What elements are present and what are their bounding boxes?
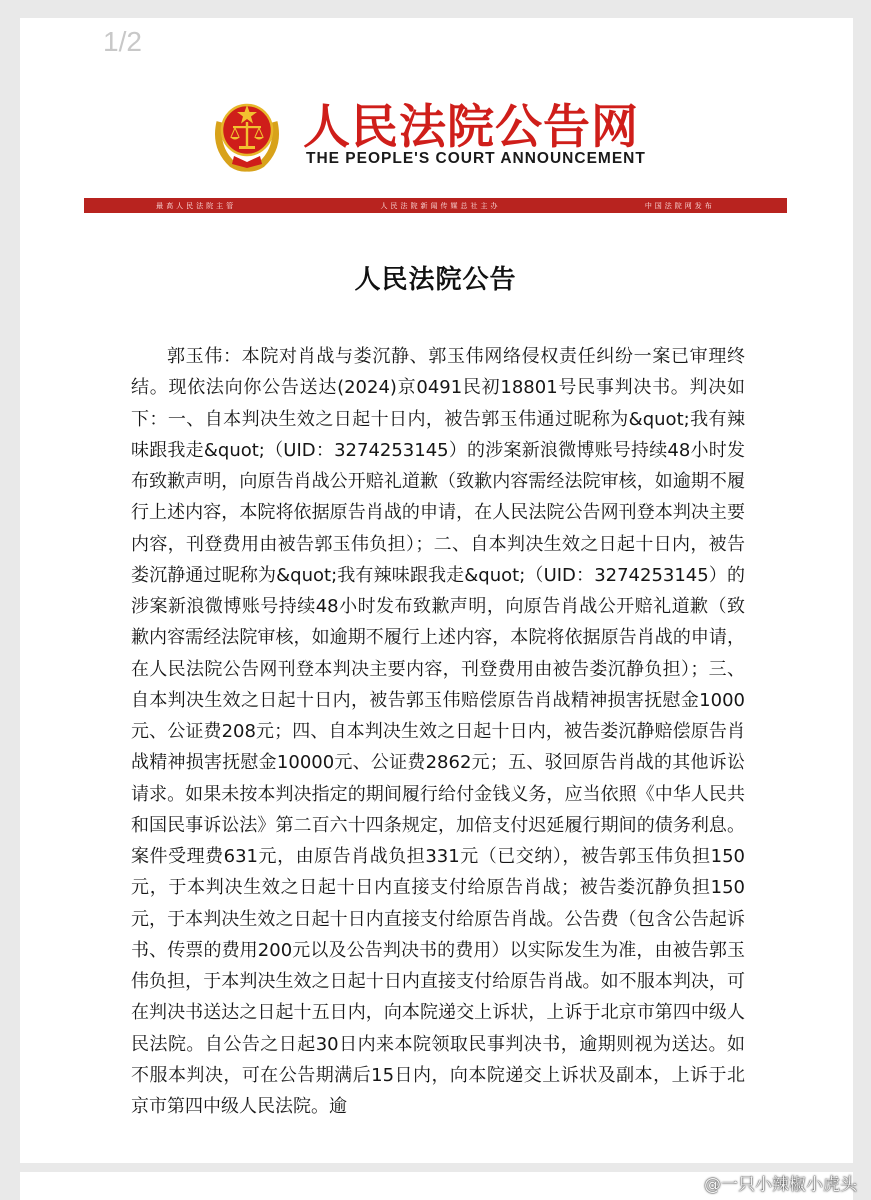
- header-red-bar: [84, 198, 787, 213]
- bar-item-organizer: 人民法院新闻传媒总社主办: [380, 201, 501, 210]
- bar-item-supervisor: 最高人民法院主管: [156, 201, 237, 210]
- document-body: 郭玉伟：本院对肖战与娄沉静、郭玉伟网络侵权责任纠纷一案已审理终结。现依法向你公告送达(2024)京0491民初18801号民事判决书。判决如下：一、自本判决生效之日起十日内，被告郭玉伟通过昵称为&quot;我有辣味跟我走&quot;（UID：3274253145）的涉案新浪微博账号持续48小时发布致歉声明，向原告肖战公开赔礼道歉（致歉内容需经法院审核，如逾期不履行上述内容，本院将依据原告肖战的申请，在人民法院公告网刊登本判决主要内容，刊登费用由被告郭玉伟负担）；二、自本判决生效之日起十日内，被告娄沉静通过昵称为&quot;我有辣味跟我走&quot;（UID：3274253145）的涉案新浪微博账号持续48小时发布致歉声明，向原告肖战公开赔礼道歉（致歉内容需经法院审核，如逾期不履行上述内容，本院将依据原告肖战的申请，在人民法院公告网刊登本判决主要内容，刊登费用由被告娄沉静负担）；三、自本判决生效之日起十日内，被告郭玉伟赔偿原告肖战精神损害抚慰金1000元、公证费208元；四、自本判决生效之日起十日内，被告娄沉静赔偿原告肖战精神损害抚慰金10000元、公证费2862元；五、驳回原告肖战的其他诉讼请求。如果未按本判决指定的期间履行给付金钱义务，应当依照《中华人民共和国民事诉讼法》第二百六十四条规定，加倍支付迟延履行期间的债务利息。案件受理费631元，由原告肖战负担331元（已交纳），被告郭玉伟负担150元，于本判决生效之日起十日内直接支付给原告肖战；被告娄沉静负担150元，于本判决生效之日起十日内直接支付给原告肖战。公告费（包含公告起诉书、传票的费用200元以及公告判决书的费用）以实际发生为准，由被告郭玉伟负担，于本判决生效之日起十日内直接支付给原告肖战。如不服本判决，可在判决书送达之日起十五日内，向本院递交上诉状，上诉于北京市第四中级人民法院。自公告之日起30日内来本院领取民事判决书，逾期则视为送达。如不服本判决，可在公告期满后15日内，向本院递交上诉状及副本，上诉于北京市第四中级人民法院。逾: [131, 346, 745, 1117]
- page-counter: 1/2: [103, 26, 142, 57]
- site-title: 人民法院公告网: [303, 100, 639, 155]
- weibo-watermark: @一只小辣椒小虎头: [704, 1175, 857, 1195]
- court-emblem-icon: [210, 92, 284, 172]
- document-title: 人民法院公告: [354, 265, 517, 295]
- bar-item-publisher: 中国法院网发布: [644, 201, 715, 210]
- site-subtitle: THE PEOPLE'S COURT ANNOUNCEMENT: [306, 150, 646, 167]
